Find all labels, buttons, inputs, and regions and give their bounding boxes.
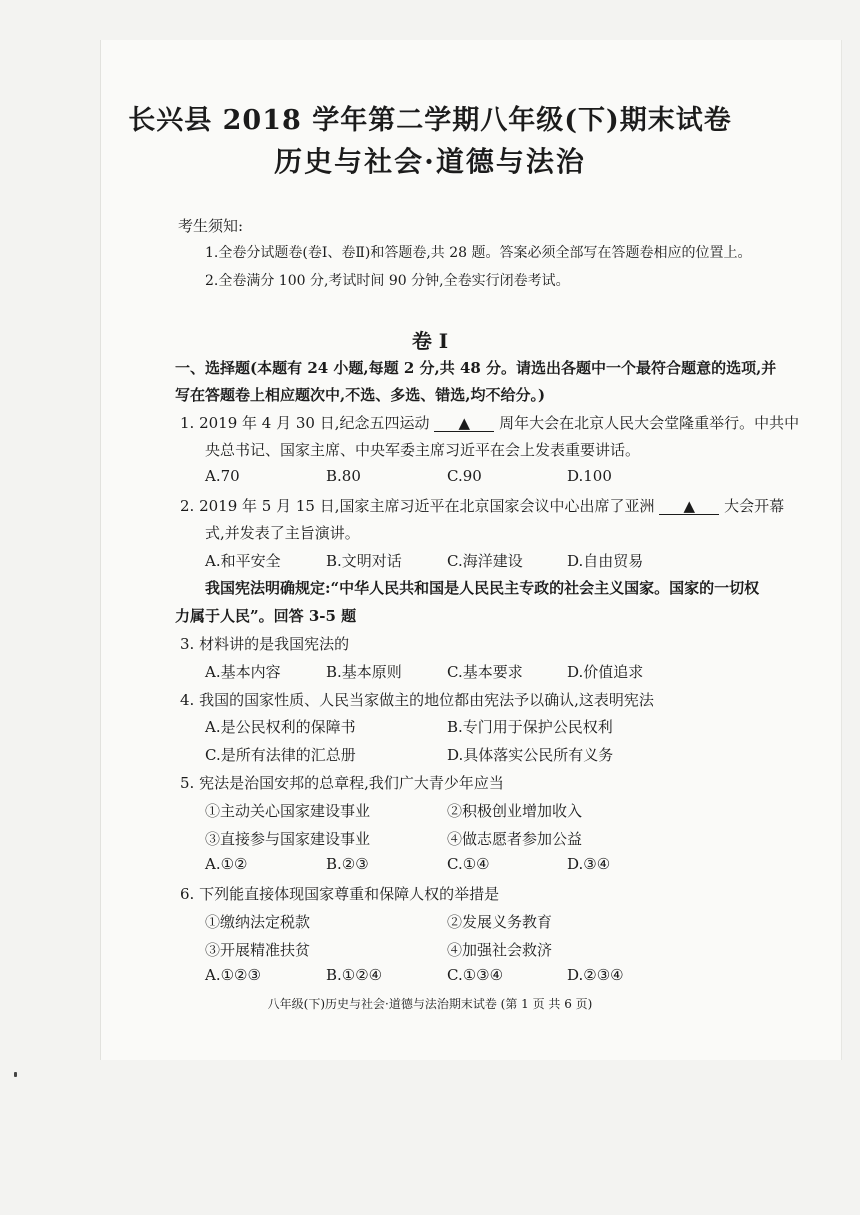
option: C.①④	[447, 855, 490, 873]
question-stem: 大会开幕	[724, 497, 785, 515]
material-text: 我国宪法明确规定:“中华人民共和国是人民民主专政的社会主义国家。国家的一切权	[205, 579, 760, 597]
statement-item: ④做志愿者参加公益	[447, 830, 583, 848]
option: B.80	[326, 467, 361, 485]
statement-item: ④加强社会救济	[447, 941, 553, 959]
option: D.③④	[567, 855, 611, 873]
option: D.100	[567, 467, 612, 485]
question-3: 3. 材料讲的是我国宪法的	[180, 635, 350, 653]
statement-item: ③直接参与国家建设事业	[205, 830, 371, 848]
option: A.和平安全	[205, 552, 281, 570]
scan-speck	[14, 1072, 17, 1077]
answer-blank: ▲	[434, 415, 494, 432]
question-5: 5. 宪法是治国安邦的总章程,我们广大青少年应当	[180, 774, 504, 792]
question-stem: 周年大会在北京人民大会堂隆重举行。中共中	[499, 414, 800, 432]
option: B.文明对话	[326, 552, 402, 570]
option: B.①②④	[326, 966, 383, 984]
question-4: 4. 我国的国家性质、人民当家做主的地位都由宪法予以确认,这表明宪法	[180, 691, 654, 709]
option: B.基本原则	[326, 663, 402, 681]
question-6: 6. 下列能直接体现国家尊重和保障人权的举措是	[180, 885, 500, 903]
option: A.基本内容	[205, 663, 281, 681]
option: C.①③④	[447, 966, 504, 984]
option: A.①②	[205, 855, 248, 873]
option: A.是公民权利的保障书	[205, 718, 356, 736]
question-2	[180, 495, 784, 516]
option: B.专门用于保护公民权利	[447, 718, 613, 736]
option: D.具体落实公民所有义务	[447, 746, 614, 764]
notice-item: 2.全卷满分 100 分,考试时间 90 分钟,全卷实行闭卷考试。	[205, 273, 570, 289]
question-1	[180, 412, 799, 433]
exam-title: 长兴县 2018 学年第二学期八年级(下)期末试卷	[128, 105, 732, 136]
option: A.①②③	[205, 966, 261, 984]
material-text: 力属于人民”。回答 3-5 题	[175, 607, 357, 625]
option: D.价值追求	[567, 663, 644, 681]
question-stem: 央总书记、国家主席、中央军委主席习近平在会上发表重要讲话。	[205, 441, 641, 459]
option: C.是所有法律的汇总册	[205, 746, 356, 764]
notice-item: 1.全卷分试题卷(卷Ⅰ、卷Ⅱ)和答题卷,共 28 题。答案必须全部写在答题卷相应的位置上。	[205, 245, 752, 261]
option: C.90	[447, 467, 482, 485]
question-stem: 2. 2019 年 5 月 15 日,国家主席习近平在北京国家会议中心出席了亚洲	[180, 497, 655, 515]
option: D.②③④	[567, 966, 624, 984]
statement-item: ②发展义务教育	[447, 913, 553, 931]
part-heading: 卷 I	[411, 329, 449, 353]
page-footer: 八年级(下)历史与社会·道德与法治期末试卷 (第 1 页 共 6 页)	[267, 997, 593, 1011]
statement-item: ②积极创业增加收入	[447, 802, 583, 820]
answer-blank: ▲	[659, 498, 719, 515]
section-instructions: 一、选择题(本题有 24 小题,每题 2 分,共 48 分。请选出各题中一个最符合题意的选项,并	[175, 359, 777, 377]
section-instructions: 写在答题卷上相应题次中,不选、多选、错选,均不给分。)	[175, 386, 546, 404]
option: D.自由贸易	[567, 552, 644, 570]
option: C.基本要求	[447, 663, 523, 681]
question-stem: 1. 2019 年 4 月 30 日,纪念五四运动	[180, 414, 430, 432]
question-stem: 式,并发表了主旨演讲。	[205, 524, 360, 542]
statement-item: ③开展精准扶贫	[205, 941, 311, 959]
statement-item: ①主动关心国家建设事业	[205, 802, 371, 820]
exam-subtitle: 历史与社会·道德与法治	[274, 145, 586, 178]
option: C.海洋建设	[447, 552, 523, 570]
option: A.70	[205, 467, 240, 485]
option: B.②③	[326, 855, 369, 873]
statement-item: ①缴纳法定税款	[205, 913, 311, 931]
notice-heading: 考生须知:	[178, 217, 244, 235]
